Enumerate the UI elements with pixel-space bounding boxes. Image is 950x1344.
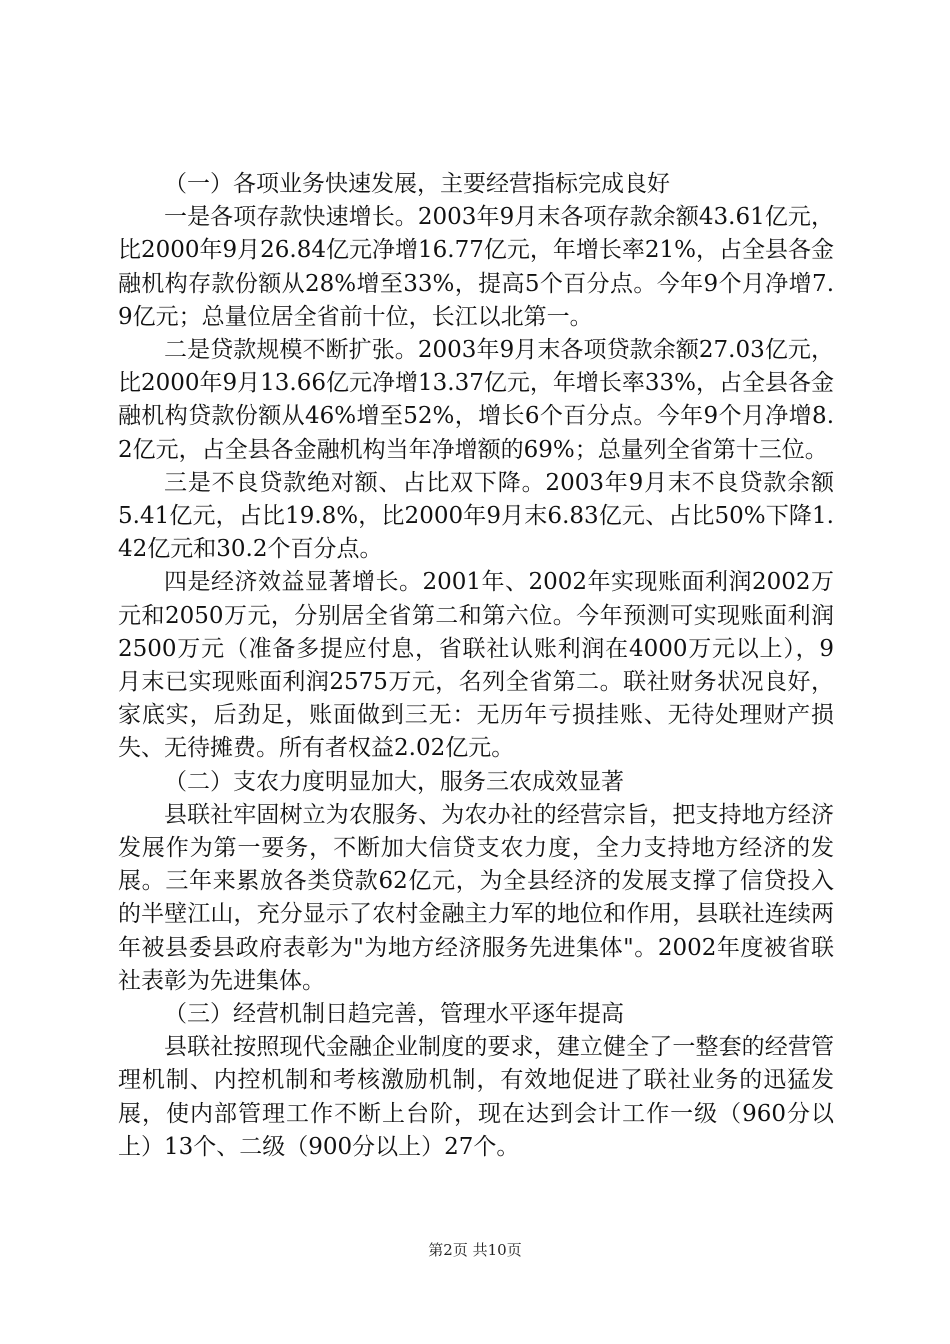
paragraph-loans: 二是贷款规模不断扩张。2003年9月末各项贷款余额27.03亿元，比2000年9月13.66亿元净增13.37亿元，年增长率33%，占全县各金融机构贷款份额从46%增至52%，增长6个百分点。今年9个月净增8.2亿元，占全县各金融机构当年净增额的69%；总量列全省第十三位。 (118, 337, 834, 463)
section-heading-1: （一）各项业务快速发展，主要经营指标完成良好 (164, 171, 670, 197)
page-footer (0, 1240, 950, 1260)
paragraph-deposits: 一是各项存款快速增长。2003年9月末各项存款余额43.61亿元，比2000年9月26.84亿元净增16.77亿元，年增长率21%，占全县各金融机构存款份额从28%增至33%，提高5个百分点。今年9个月净增7.9亿元；总量位居全省前十位，长江以北第一。 (118, 204, 834, 330)
document-body (118, 168, 834, 1164)
section-heading-2: （二）支农力度明显加大，服务三农成效显著 (164, 768, 624, 795)
paragraph-management: 县联社按照现代金融企业制度的要求，建立健全了一整套的经营管理机制、内控机制和考核激励机制，有效地促进了联社业务的迅猛发展，使内部管理工作不断上台阶，现在达到会计工作一级（960分以上）13个、二级（900分以上）27个。 (118, 1034, 834, 1160)
paragraph-agriculture-support: 县联社牢固树立为农服务、为农办社的经营宗旨，把支持地方经济发展作为第一要务，不断加大信贷支农力度，全力支持地方经济的发展。三年来累放各类贷款62亿元，为全县经济的发展支撑了信贷投入的半壁江山，充分显示了农村金融主力军的地位和作用，县联社连续两年被县委县政府表彰为"为地方经济服务先进集体"。2002年度被省联社表彰为先进集体。 (118, 801, 834, 994)
section-heading-3: （三）经营机制日趋完善，管理水平逐年提高 (164, 1001, 624, 1028)
paragraph-profits: 四是经济效益显著增长。2001年、2002年实现账面利润2002万元和2050万元，分别居全省第二和第六位。今年预测可实现账面利润2500万元（准备多提应付息，省联社认账利润在4000万元以上），9月末已实现账面利润2575万元，名列全省第二。联社财务状况良好，家底实，后劲足，账面做到三无：无历年亏损挂账、无待处理财产损失、无待摊费。所有者权益2.02亿元。 (118, 569, 834, 762)
page-indicator: 第2页 共10页 (428, 1241, 522, 1259)
paragraph-bad-loans: 三是不良贷款绝对额、占比双下降。2003年9月末不良贷款余额5.41亿元，占比19.8%，比2000年9月末6.83亿元、占比50%下降1.42亿元和30.2个百分点。 (118, 469, 834, 563)
